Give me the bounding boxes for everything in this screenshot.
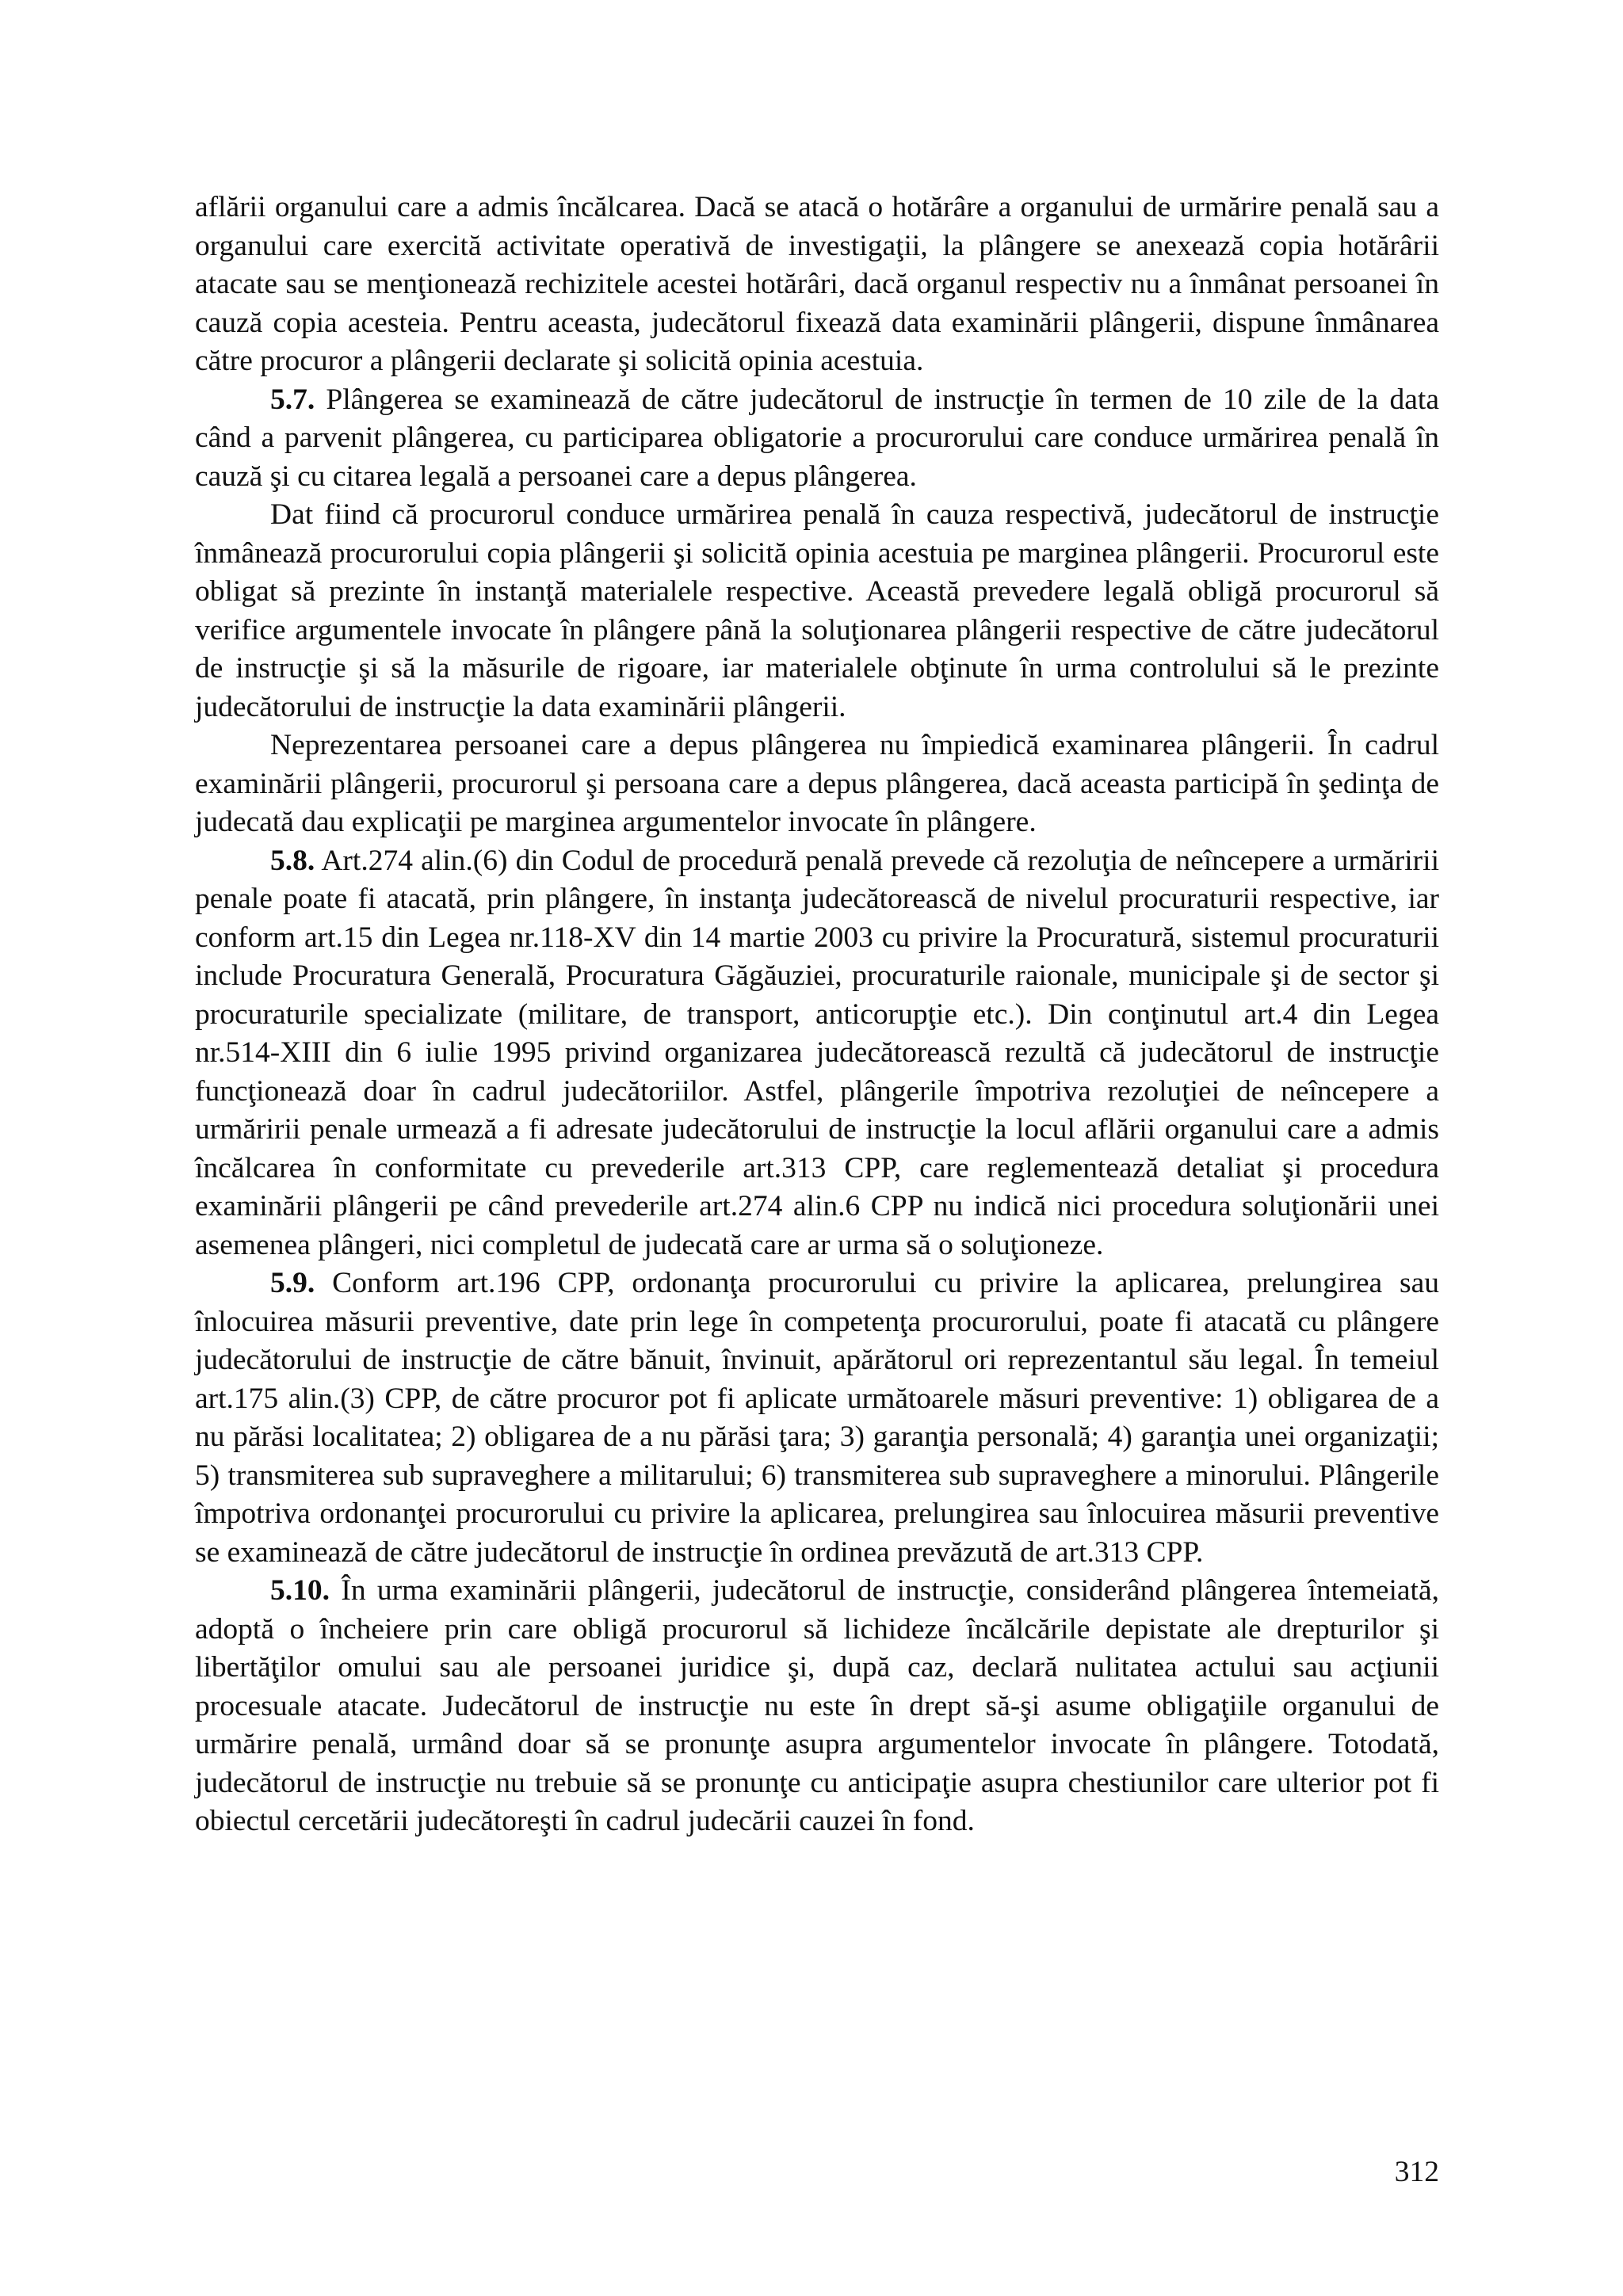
- section-number: 5.7.: [270, 383, 315, 416]
- paragraph-5-8: [195, 842, 1439, 1265]
- paragraph-text: În urma examinării plângerii, judecătorul de instrucţie, considerând plângerea întemeiată, adoptă o încheiere prin care obligă procurorul să lichideze încălcările depistate ale drepturilor şi libertăţilor omului sau ale persoanei juridice şi, după caz, declară nulitatea actului sau acţiunii procesuale atacate. Judecătorul de instrucţie nu este în drept să-şi asume obligaţiile organului de urmărire penală, urmând doar să se pronunţe asupra argumentelor invocate în plângere. Totodată, judecătorul de instrucţie nu trebuie să se pronunţe cu anticipaţie asupra chestiunilor care ulterior pot fi obiectul cercetării judecătoreşti în cadrul judecării cauzei în fond.: [195, 1574, 1439, 1837]
- paragraph-text: Conform art.196 CPP, ordonanţa procurorului cu privire la aplicarea, prelungirea sau înlocuirea măsurii preventive, date prin lege în competenţa procurorului, poate fi atacată cu plângere judecătorului de instrucţie de către bănuit, învinuit, apărătorul ori reprezentantul său legal. În temeiul art.175 alin.(3) CPP, de către procuror pot fi aplicate următoarele măsuri preventive: 1) obligarea de a nu părăsi localitatea; 2) obligarea de a nu părăsi ţara; 3) garanţia personală; 4) garanţia unei organizaţii; 5) transmiterea sub supraveghere a militarului; 6) transmiterea sub supraveghere a minorului. Plângerile împotriva ordonanţei procurorului cu privire la aplicarea, prelungirea sau înlocuirea măsurii preventive se examinează de către judecătorul de instrucţie în ordinea prevăzută de art.313 CPP.: [195, 1267, 1439, 1569]
- paragraph-5-9: [195, 1264, 1439, 1572]
- paragraph: [195, 496, 1439, 727]
- section-number: 5.8.: [270, 844, 315, 877]
- paragraph-continuation: [195, 189, 1439, 381]
- paragraph-text: Neprezentarea persoanei care a depus plângerea nu împiedică examinarea plângerii. În cadrul examinării plângerii, procurorul şi persoana care a depus plângerea, dacă aceasta participă în şedinţa de judecată dau explicaţii pe marginea argumentelor invocate în plângere.: [195, 729, 1439, 838]
- paragraph-text: Art.274 alin.(6) din Codul de procedură penală prevede că rezoluţia de neîncepere a urmăririi penale poate fi atacată, prin plângere, în instanţa judecătorească de nivelul procuraturii respective, iar conform art.15 din Legea nr.118-XV din 14 martie 2003 cu privire la Procuratură, sistemul procuraturii include Procuratura Generală, Procuratura Găgăuziei, procuraturile raionale, municipale şi de sector şi procuraturile specializate (militare, de transport, anticorupţie etc.). Din conţinutul art.4 din Legea nr.514-XIII din 6 iulie 1995 privind organizarea judecătorească rezultă că judecătorul de instrucţie funcţionează doar în cadrul judecătoriilor. Astfel, plângerile împotriva rezoluţiei de neîncepere a urmăririi penale urmează a fi adresate judecătorului de instrucţie la locul aflării organului care a admis încălcarea în conformitate cu prevederile art.313 CPP, care reglementează detaliat şi procedura examinării plângerii pe când prevederile art.274 alin.6 CPP nu indică nici procedura soluţionării unei asemenea plângeri, nici completul de judecată care ar urma să o soluţioneze.: [195, 844, 1439, 1261]
- paragraph-text: Dat fiind că procurorul conduce urmărirea penală în cauza respectivă, judecătorul de instrucţie înmânează procurorului copia plângerii şi solicită opinia acestuia pe marginea plângerii. Procurorul este obligat să prezinte în instanţă materialele respective. Această prevedere legală obligă procurorul să verifice argumentele invocate în plângere până la soluţionarea plângerii respective de către judecătorul de instrucţie şi să la măsurile de rigoare, iar materialele obţinute în urma controlului să le prezinte judecătorului de instrucţie la data examinării plângerii.: [195, 498, 1439, 723]
- paragraph: [195, 727, 1439, 842]
- document-body: [195, 189, 1439, 1841]
- paragraph-5-10: [195, 1572, 1439, 1841]
- paragraph-text: Plângerea se examinează de către judecătorul de instrucţie în termen de 10 zile de la data când a parvenit plângerea, cu participarea obligatorie a procurorului care conduce urmărirea penală în cauză şi cu citarea legală a persoanei care a depus plângerea.: [195, 383, 1439, 493]
- paragraph-text: aflării organului care a admis încălcarea. Dacă se atacă o hotărâre a organului de urmărire penală sau a organului care exercită activitate operativă de investigaţii, la plângere se anexează copia hotărârii atacate sau se menţionează rechizitele acestei hotărâri, dacă organul respectiv nu a înmânat persoanei în cauză copia acesteia. Pentru aceasta, judecătorul fixează data examinării plângerii, dispune înmânarea către procuror a plângerii declarate şi solicită opinia acestuia.: [195, 191, 1439, 377]
- section-number: 5.9.: [270, 1267, 315, 1299]
- page-number: 312: [1394, 2156, 1439, 2188]
- section-number: 5.10.: [270, 1574, 330, 1607]
- paragraph-5-7: [195, 381, 1439, 497]
